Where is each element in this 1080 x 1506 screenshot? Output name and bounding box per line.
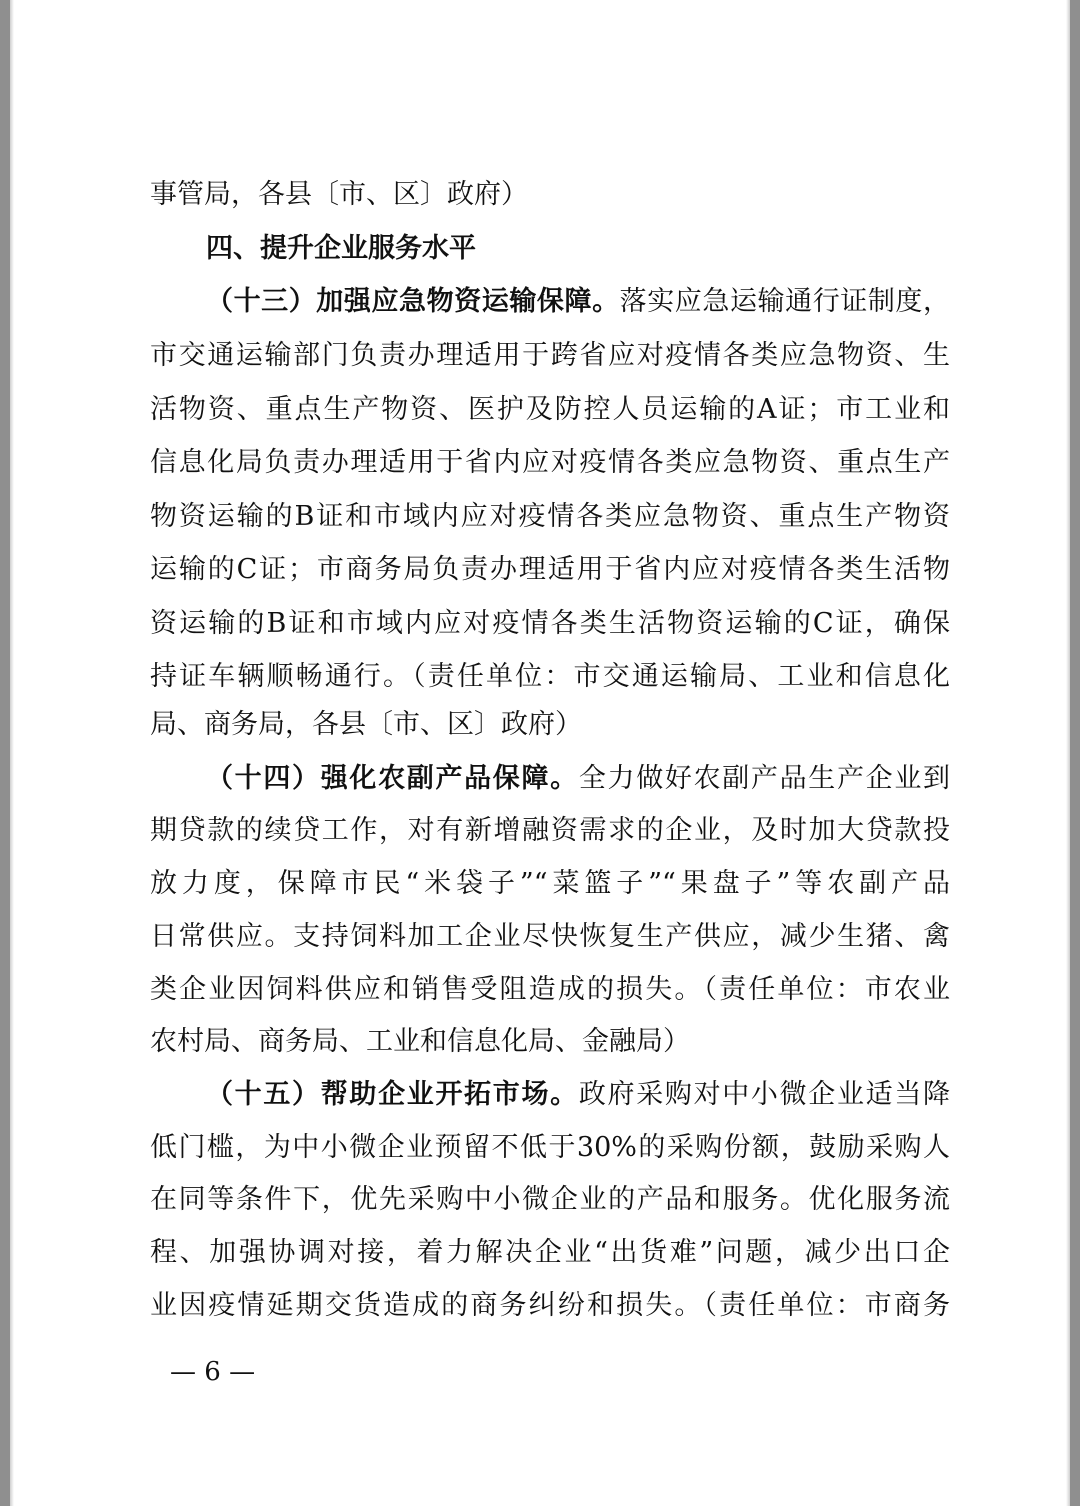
paragraph-14-title: （十四）强化农副产品保障。 (206, 763, 579, 794)
paragraph-13-first-line (206, 275, 950, 328)
text-line: 物资运输的B证和市域内应对疫情各类应急物资、重点生产物资 (150, 501, 950, 532)
text-line: 资运输的B证和市域内应对疫情各类生活物资运输的C证，确保 (150, 608, 950, 639)
section-heading: 四、提升企业服务水平 (206, 233, 476, 264)
paragraph-15-title: （十五）帮助企业开拓市场。 (206, 1079, 579, 1110)
text-line: 市交通运输部门负责办理适用于跨省应对疫情各类应急物资、生 (150, 340, 950, 371)
text-line: 事管局，各县〔市、区〕政府） (150, 179, 528, 210)
paragraph-15-text: 政府采购对中小微企业适当降 (578, 1079, 951, 1110)
page-number: — 6 — (170, 1357, 256, 1387)
text-line: 业因疫情延期交货造成的商务纠纷和损失。（责任单位：市商务 (150, 1290, 950, 1321)
text-line: 日常供应。支持饲料加工企业尽快恢复生产供应，减少生猪、禽 (150, 921, 950, 952)
text-line: 运输的C证；市商务局负责办理适用于省内应对疫情各类生活物 (150, 554, 950, 585)
text-line: 活物资、重点生产物资、医护及防控人员运输的A证；市工业和 (150, 394, 950, 425)
text-line: 期贷款的续贷工作，对有新增融资需求的企业，及时加大贷款投 (150, 815, 950, 846)
document-page (10, 0, 1070, 1506)
text-line: 程、加强协调对接，着力解决企业“出货难”问题，减少出口企 (150, 1237, 950, 1268)
text-line: 局、商务局，各县〔市、区〕政府） (150, 709, 582, 740)
text-line: 放力度，保障市民“米袋子”“菜篮子”“果盘子”等农副产品 (150, 868, 950, 899)
text-line: 持证车辆顺畅通行。（责任单位：市交通运输局、工业和信息化 (150, 661, 950, 692)
paragraph-13-text: 落实应急运输通行证制度， (619, 286, 951, 317)
paragraph-14-text: 全力做好农副产品生产企业到 (578, 763, 951, 794)
text-line: 农村局、商务局、工业和信息化局、金融局） (150, 1026, 690, 1057)
paragraph-15-first-line (206, 1068, 950, 1121)
paragraph-13-title: （十三）加强应急物资运输保障。 (206, 286, 620, 317)
paragraph-14-first-line (206, 752, 950, 805)
text-line: 信息化局负责办理适用于省内应对疫情各类应急物资、重点生产 (150, 447, 950, 478)
text-line: 类企业因饲料供应和销售受阻造成的损失。（责任单位：市农业 (150, 974, 950, 1005)
text-line: 低门槛，为中小微企业预留不低于30%的采购份额，鼓励采购人 (150, 1132, 950, 1163)
text-line: 在同等条件下，优先采购中小微企业的产品和服务。优化服务流 (150, 1184, 950, 1215)
